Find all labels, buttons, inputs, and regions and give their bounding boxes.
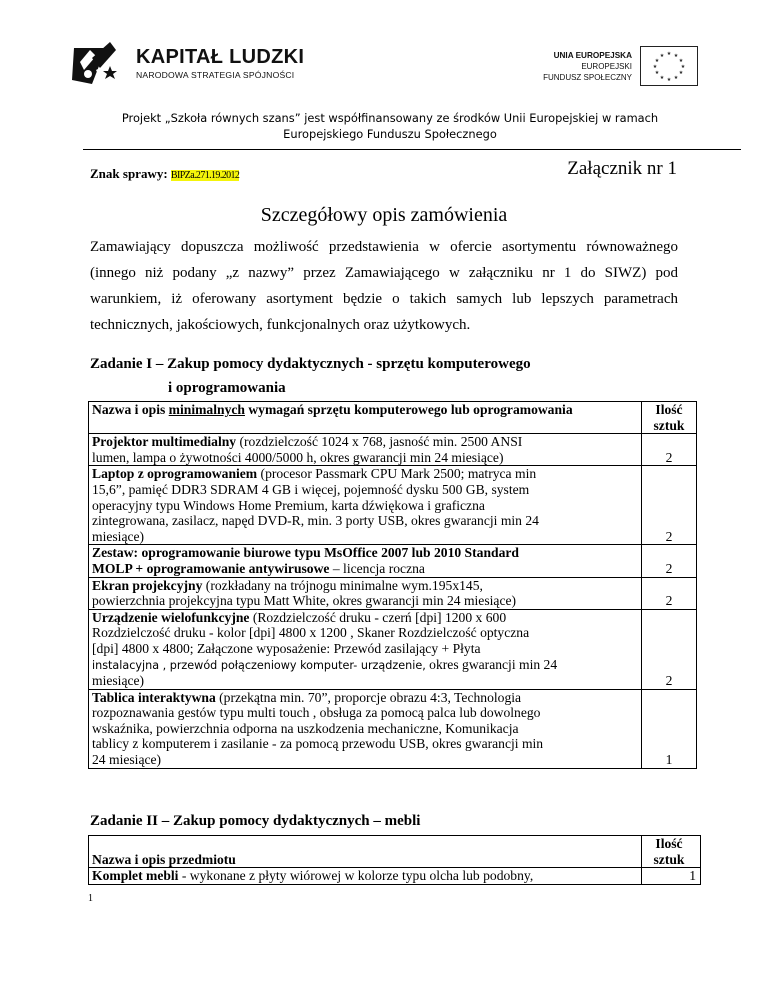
header-quantity: Ilość sztuk [642, 402, 697, 434]
intro-line: warunkiem, iż oferowany asortyment będzie o takich samych lub lepszych parametrach [90, 291, 678, 307]
case-number: BIPZa.271.19.2012 [170, 170, 240, 181]
project-note [90, 110, 690, 142]
row-quantity: 1 [642, 689, 697, 768]
header-divider [83, 149, 741, 150]
svg-text:★: ★ [673, 75, 679, 81]
svg-text:★: ★ [659, 53, 665, 59]
row-description: Komplet mebli - wykonane z płyty wiórowej w kolorze typu olcha lub podobny, [89, 868, 642, 885]
project-line-2: Europejskiego Funduszu Społecznego [283, 127, 497, 141]
row-description: Tablica interaktywna (przekątna min. 70”, proporcje obrazu 4:3, Technologia rozpoznawania gestów typu multi touch , obsługa za pomocą palca lub dowolnego wskaźnika, powierzchnia odporna na uszkodzenia mechaniczne, Komunikacja tablicy z komputerem i zasilanie - za pomocą przewodu USB, okres gwarancji min 24 miesiące) [89, 689, 642, 768]
intro-line: (innego niż podany „z nazwy” przez Zamawiającego w załączniku nr 1 do SIWZ) pod [90, 265, 678, 281]
case-reference [90, 166, 239, 182]
task1-heading: Zadanie I – Zakup pomocy dydaktycznych - sprzętu komputerowego [90, 356, 531, 372]
intro-paragraph [90, 234, 678, 338]
table-row [89, 577, 697, 609]
row-quantity: 2 [642, 466, 697, 545]
row-quantity: 2 [642, 545, 697, 577]
header-quantity: Ilość sztuk [642, 836, 701, 868]
table-row [89, 466, 697, 545]
table-row [89, 434, 697, 466]
document-title: Szczegółowy opis zamówienia [260, 204, 508, 226]
svg-text:★: ★ [666, 51, 672, 57]
task2-heading: Zadanie II – Zakup pomocy dydaktycznych – mebli [90, 813, 421, 829]
svg-text:★: ★ [680, 64, 686, 70]
row-description: Urządzenie wielofunkcyjne (Rozdzielczość druku - czerń [dpi] 1200 x 600 Rozdzielczość druku - kolor [dpi] 4800 x 1200 , Skaner Rozdzielczość optyczna [dpi] 4800 x 4800; Załączone wyposażenie: Przewód zasilający + Płyta instalacyjna , przewód połączeniowy komputer- urządzenie, okres gwarancji min 24 miesiące) [89, 609, 642, 689]
table-row [89, 689, 697, 768]
row-quantity: 2 [642, 577, 697, 609]
table-header-row [89, 836, 701, 868]
svg-text:★: ★ [678, 70, 684, 76]
eu-line-3: FUNDUSZ SPOŁECZNY [543, 73, 632, 82]
svg-text:★: ★ [678, 58, 684, 64]
page-number: 1 [88, 893, 93, 904]
eu-flag-icon [640, 46, 698, 86]
project-line-1: Projekt „Szkoła równych szans” jest współfinansowany ze środków Unii Europejskiej w ramach [121, 111, 659, 125]
svg-text:★: ★ [659, 75, 665, 81]
row-description: Laptop z oprogramowaniem (procesor Passmark CPU Mark 2500; matryca min 15,6”, pamięć DDR3 SDRAM 4 GB i więcej, pojemność dysku 500 GB, system operacyjny typu Windows Home Premium, karta dźwiękowa i graficzna zintegrowana, zasilacz, napęd DVD-R, min. 3 porty USB, okres gwarancji min 24 miesiące) [89, 466, 642, 545]
row-quantity: 1 [642, 868, 701, 885]
table-row [89, 868, 701, 885]
kapital-ludzki-logo-icon [70, 40, 132, 84]
eu-line-1: UNIA EUROPEJSKA [553, 51, 632, 60]
annex-label: Załącznik nr 1 [567, 158, 677, 179]
logo-subtitle: NARODOWA STRATEGIA SPÓJNOŚCI [136, 70, 295, 80]
logo-title: KAPITAŁ LUDZKI [136, 46, 305, 68]
eu-line-2: EUROPEJSKI [581, 62, 632, 71]
header-description: Nazwa i opis przedmiotu [89, 836, 642, 868]
table-header-row [89, 402, 697, 434]
row-description: Zestaw: oprogramowanie biurowe typu MsOffice 2007 lub 2010 Standard MOLP + oprogramowanie antywirusowe – licencja roczna [89, 545, 642, 577]
svg-text:★: ★ [654, 58, 660, 64]
table-row [89, 609, 697, 689]
task2-table [88, 835, 701, 885]
header-description: Nazwa i opis minimalnych wymagań sprzętu komputerowego lub oprogramowania [89, 402, 642, 434]
row-description: Ekran projekcyjny (rozkładany na trójnogu minimalne wym.195x145, powierzchnia projekcyjna typu Matt White, okres gwarancji min 24 miesiące) [89, 577, 642, 609]
svg-text:★: ★ [654, 70, 660, 76]
table-row [89, 545, 697, 577]
intro-line: technicznych, jakościowych, funkcjonalnych oraz użytkowych. [90, 317, 471, 333]
row-quantity: 2 [642, 609, 697, 689]
task1-table [88, 401, 697, 769]
row-quantity: 2 [642, 434, 697, 466]
eu-logo-text [543, 50, 632, 83]
task1-heading-cont: i oprogramowania [168, 380, 286, 396]
case-label: Znak sprawy: [90, 166, 168, 181]
intro-line: Zamawiający dopuszcza możliwość przedstawienia w ofercie asortymentu równoważnego [90, 239, 678, 255]
svg-text:★: ★ [673, 53, 679, 59]
svg-text:★: ★ [652, 64, 658, 70]
svg-text:★: ★ [666, 77, 672, 83]
row-description: Projektor multimedialny (rozdzielczość 1024 x 768, jasność min. 2500 ANSI lumen, lampa o żywotności 4000/5000 h, okres gwarancji min 24 miesiące) [89, 434, 642, 466]
